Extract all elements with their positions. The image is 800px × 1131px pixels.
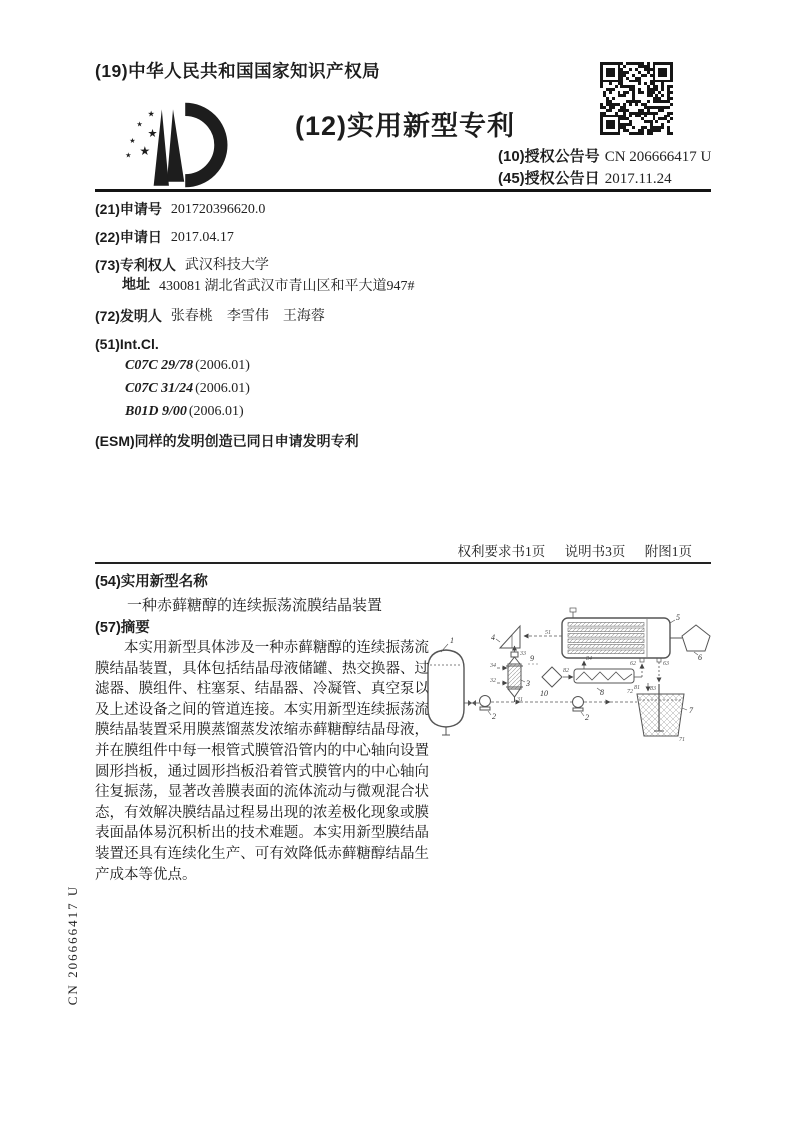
ipc-code: B01D 9/00 [125, 404, 187, 419]
ipc-version: (2006.01) [195, 381, 250, 396]
pub-number-row [498, 146, 711, 168]
star-icon: ★ [147, 108, 155, 119]
valve-icon [468, 700, 476, 706]
int-cl-label: (51)Int.Cl. [95, 336, 159, 352]
star-icon: ★ [147, 126, 158, 140]
document-type-title: (12)实用新型专利 [295, 111, 516, 141]
ipc-code-row [125, 380, 443, 397]
pub-date-value: 2017.11.24 [604, 171, 672, 187]
stream-label: 33 [520, 651, 526, 657]
star-icon: ★ [139, 144, 151, 159]
pub-number-label: (10)授权公告号 [498, 148, 600, 165]
figure-label: 9 [530, 654, 534, 663]
pub-date-label: (45)授权公告日 [498, 170, 600, 187]
stream-label: 72 [627, 689, 633, 695]
stream-label: 62 [630, 661, 636, 667]
inventors-label: (72)发明人 [95, 308, 162, 324]
esm-note: (ESM)同样的发明创造已同日申请发明专利 [95, 433, 359, 449]
stream-label: 63 [663, 661, 669, 667]
cnipa-logo-icon [117, 96, 229, 188]
utility-model-title: 一种赤藓糖醇的连续振荡流膜结晶装置 [127, 598, 383, 614]
stream-label: 71 [679, 737, 685, 743]
side-publication-number: CN 206666417 U [65, 884, 80, 1006]
address-row [122, 276, 443, 297]
application-date-value: 2017.04.17 [170, 230, 234, 245]
figure-label: 4 [491, 633, 495, 642]
star-icon: ★ [129, 136, 136, 146]
star-icon: ★ [125, 150, 132, 160]
plunger-pump-right [573, 697, 585, 717]
star-icon: ★ [136, 119, 143, 129]
patent-office-name: (19)中华人民共和国国家知识产权局 [95, 61, 381, 81]
receiver-vessel [682, 625, 710, 655]
figure-label: 3 [526, 679, 530, 688]
stream-label: 34 [490, 663, 496, 669]
stream-label: 81 [634, 685, 640, 691]
figure-label: 7 [689, 706, 693, 715]
figure-label: 6 [698, 653, 702, 662]
stream-label: 32 [490, 678, 496, 684]
vacuum-pump [542, 667, 562, 687]
patentee-value: 武汉科技大学 [184, 258, 269, 273]
mother-liquor-tank [428, 644, 479, 735]
description-pages: 说明书3页 [564, 544, 626, 559]
inventors-row [95, 308, 443, 325]
claims-pages: 权利要求书1页 [457, 544, 546, 559]
ipc-codes [125, 357, 443, 420]
figure-label: 5 [676, 613, 680, 622]
membrane-module [562, 608, 682, 662]
stream-label: 82 [563, 668, 569, 674]
crystallizer [637, 662, 687, 736]
patentee-row [95, 257, 443, 274]
figure-label: 2 [585, 713, 589, 722]
patentee-label: (73)专利权人 [95, 257, 176, 273]
address-label: 地址 [122, 276, 150, 292]
stream-label: 84 [586, 656, 592, 662]
abstract-text: 本实用新型具体涉及一种赤藓糖醇的连续振荡流膜结晶装置，具体包括结晶母液储罐、热交换器、过滤器、膜组件、柱塞泵、结晶器、冷凝管、真空泵以及上述设备之间的管道连接。本实用新型连续振荡流膜结晶装置采用膜蒸馏蒸发浓缩赤藓糖醇结晶母液，并在膜组件中每一根管式膜管沿管内的中心轴向设置圆形挡板，通过圆形挡板沿着管式膜管内的中心轴向往复振荡，显著改善膜表面的流体流动与微观混合状态，有效解决膜结晶过程易出现的浓差极化现象或膜表面晶体易沉积析出的技术难题。本实用新型膜结晶装置还具有连续化生产、可有效降低赤藓糖醇结晶生产成本等优点。 [95, 640, 429, 883]
application-date-label: (22)申请日 [95, 229, 162, 245]
ipc-code-row [125, 357, 443, 374]
publication-info [498, 146, 711, 190]
figure-label: 1 [450, 636, 454, 645]
figure-label: 8 [600, 688, 604, 697]
stream-label: 83 [650, 686, 656, 692]
patent-drawing [424, 596, 712, 748]
plunger-pump-left [480, 696, 492, 716]
logo-tower-right [167, 109, 184, 181]
header-divider [95, 189, 711, 192]
logo-stars [125, 109, 157, 160]
logo-tower-left [154, 109, 169, 185]
logo-crescent [185, 109, 221, 180]
title-section-label: (54)实用新型名称 [95, 574, 208, 590]
application-number-value: 201720396620.0 [170, 202, 266, 217]
inventors-value: 张春桃 李雪伟 王海蓉 [170, 309, 325, 324]
filter [496, 626, 520, 648]
ipc-code: C07C 29/78 [125, 358, 194, 373]
stream-label: 31 [517, 697, 523, 703]
figure-label: 10 [540, 689, 548, 698]
ipc-code-row [125, 403, 443, 420]
application-date-row [95, 229, 443, 246]
figure-label: 2 [492, 712, 496, 721]
abstract-section-label: (57)摘要 [95, 620, 150, 636]
stream-label: 51 [545, 630, 551, 636]
application-number-label: (21)申请号 [95, 201, 162, 217]
section-divider [95, 562, 711, 564]
ipc-version: (2006.01) [188, 404, 244, 419]
ipc-version: (2006.01) [195, 358, 250, 373]
pages-summary [380, 540, 692, 560]
pub-number-value: CN 206666417 U [604, 149, 712, 165]
address-value: 430081 湖北省武汉市青山区和平大道947# [159, 279, 415, 294]
drawings-pages: 附图1页 [644, 544, 692, 559]
int-cl-row [95, 336, 443, 353]
bibliographic-data [95, 201, 443, 450]
pub-date-row [498, 168, 711, 190]
ipc-code: C07C 31/24 [125, 381, 194, 396]
application-number-row [95, 201, 443, 218]
qr-code-icon [600, 62, 673, 135]
